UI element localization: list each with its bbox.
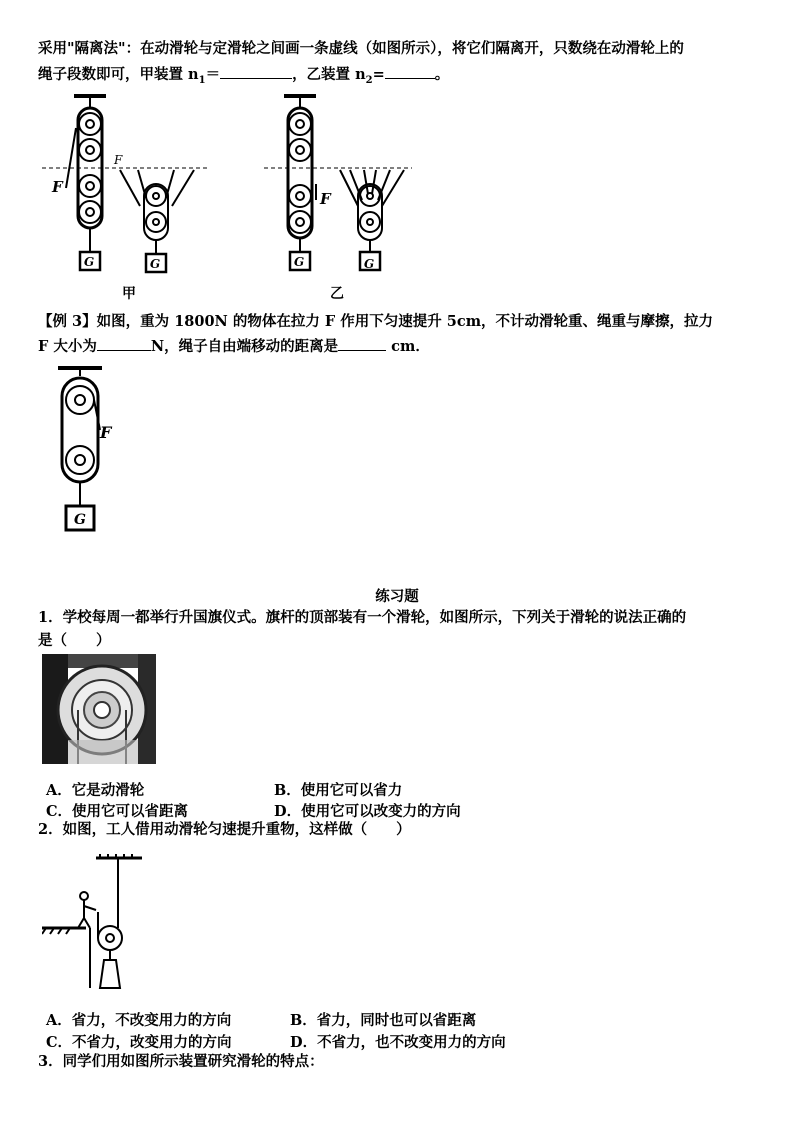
weight-label-left: G <box>84 255 95 269</box>
force-label-F: F <box>52 178 63 196</box>
q2-option-b[interactable]: B．省力，同时也可以省距离 <box>290 1012 477 1029</box>
small-force-label: F <box>114 153 123 167</box>
answer-blank-n2[interactable] <box>385 64 435 79</box>
example3-weight-label: G <box>74 512 86 528</box>
intro-line-1: 采用"隔离法"：在动滑轮与定滑轮之间画一条虚线（如图所示），将它们隔离开，只数绕在动滑轮上的 <box>38 40 684 57</box>
example3-text-a: F 大小为 <box>38 338 97 355</box>
intro-line-2 <box>38 64 449 90</box>
n2-subscript: 2 <box>365 74 373 86</box>
practice-heading: 练习题 <box>375 588 419 605</box>
weight-label-right: G <box>294 255 305 269</box>
q1-option-d[interactable]: D．使用它可以改变力的方向 <box>274 803 461 820</box>
example3-line-2 <box>38 336 430 356</box>
example3-text: 如图，重为 1800N 的物体在拉力 F 作用下匀速提升 5cm，不计动滑轮重、绳重与摩擦，拉力 <box>96 313 714 330</box>
example3-line-1 <box>38 313 713 331</box>
answer-blank-n1[interactable] <box>220 64 292 79</box>
equals-sign: ＝ <box>205 66 221 83</box>
label-yi: 乙 <box>330 286 344 302</box>
q1-option-c[interactable]: C．使用它可以省距离 <box>46 803 189 820</box>
example3-force-label: F <box>100 423 112 442</box>
worker-movable-pulley-figure <box>42 852 172 1002</box>
weight-label-right-2: G <box>364 257 375 271</box>
example3-text-b: N，绳子自由端移动的距离是 <box>150 338 339 355</box>
q1-option-b[interactable]: B．使用它可以省力 <box>274 782 403 799</box>
q2-line: 2．如图，工人借用动滑轮匀速提升重物，这样做（ ） <box>38 821 411 838</box>
intro-text-a: 绳子段数即可，甲装置 n <box>38 66 199 83</box>
example3-text-c: cm． <box>386 338 430 355</box>
flagpole-pulley-photo <box>42 654 156 764</box>
period: 。 <box>434 66 450 83</box>
q2-option-a[interactable]: A．省力，不改变用力的方向 <box>46 1012 232 1029</box>
n1-subscript: 1 <box>198 74 206 86</box>
intro-text-c: ，乙装置 n <box>292 66 366 83</box>
q1-option-a[interactable]: A．它是动滑轮 <box>46 782 145 799</box>
equals-sign-2: = <box>372 66 385 83</box>
answer-blank-force[interactable] <box>97 336 151 351</box>
example3-tag: 【例 3】 <box>38 313 97 330</box>
answer-blank-distance[interactable] <box>338 336 386 351</box>
q2-option-d[interactable]: D．不省力，也不改变用力的方向 <box>290 1034 506 1051</box>
q2-option-c[interactable]: C．不省力，改变用力的方向 <box>46 1034 232 1051</box>
q1-line-1: 1．学校每周一都举行升国旗仪式。旗杆的顶部装有一个滑轮，如图所示，下列关于滑轮的说法正确的 <box>38 609 687 626</box>
label-jia: 甲 <box>122 286 136 302</box>
pulley-figure-jia-yi <box>38 88 418 306</box>
pulley-system-yi <box>284 96 404 270</box>
example3-pulley-figure <box>44 360 164 540</box>
q3-line: 3．同学们用如图所示装置研究滑轮的特点： <box>38 1053 324 1070</box>
weight-label-left-2: G <box>150 257 161 271</box>
q1-line-2: 是（ ） <box>38 632 111 649</box>
force-label-F-right: F <box>320 190 331 208</box>
pulley-system-jia <box>66 96 194 272</box>
